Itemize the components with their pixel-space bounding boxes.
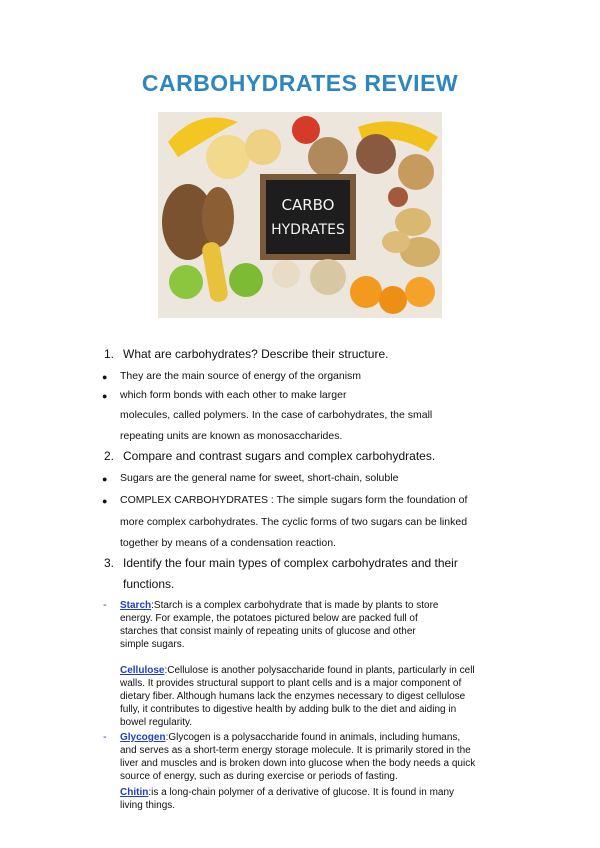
bullet-marker: ●: [102, 372, 108, 382]
q2-bullet-1: Sugars are the general name for sweet, short-chain, soluble: [120, 472, 399, 484]
question-3-text-cont: functions.: [123, 577, 175, 591]
dash-marker: -: [103, 599, 107, 611]
cellulose-line-1: [120, 665, 475, 678]
glycogen-text: :Glycogen is a polysaccharide found in animals, including humans,: [165, 732, 461, 743]
q2-continuation-2: together by means of a condensation reaction.: [120, 537, 336, 549]
cellulose-term: Cellulose: [120, 665, 165, 676]
dash-marker: -: [103, 731, 107, 743]
starch-line-4: simple sugars.: [120, 639, 185, 650]
cellulose-line-4: fully, it contributes to digestive health by adding bulk to the diet and aiding in: [120, 704, 457, 715]
bullet-marker: ●: [102, 496, 108, 506]
board-text-carbo: CARBO: [281, 196, 335, 214]
q1-bullet-1: They are the main source of energy of the organism: [120, 370, 362, 382]
cellulose-text: :Cellulose is another polysaccharide found in plants, particularly in cell: [164, 665, 475, 676]
q2-bullet-2: COMPLEX CARBOHYDRATES : The simple sugars form the foundation of: [120, 494, 468, 506]
board-text-hydrates: HYDRATES: [271, 222, 345, 238]
glycogen-line-4: source of energy, such as during exercise or periods of fasting.: [120, 771, 398, 782]
q2-continuation-1: more complex carbohydrates. The cyclic forms of two sugars can be linked: [120, 516, 468, 528]
cellulose-line-3: dietary fiber. Although humans lack the enzymes necessary to digest cellulose: [120, 691, 466, 702]
glycogen-line-3: liver and muscles and is broken down into glucose when the body needs a quick: [120, 758, 476, 769]
page-title: CARBOHYDRATES REVIEW: [141, 70, 459, 96]
chitin-line-1: [120, 787, 454, 800]
bullet-marker: ●: [102, 391, 108, 401]
question-3-text: Identify the four main types of complex carbohydrates and their: [123, 556, 458, 570]
starch-line-3: starches that consist mainly of repeating units of glucose and other: [120, 626, 416, 637]
starch-term: Starch: [120, 600, 152, 611]
starch-line-2: energy. For example, the potatoes pictured below are packed full of: [120, 613, 418, 624]
food-illustration: [158, 112, 442, 318]
cellulose-line-2: walls. It provides structural support to plant cells and is a major component of: [120, 678, 462, 689]
question-2-text: Compare and contrast sugars and complex carbohydrates.: [123, 449, 436, 463]
question-1-number: 1.: [104, 347, 115, 361]
q1-continuation-2: repeating units are known as monosaccharides.: [120, 430, 343, 442]
chitin-term: Chitin: [120, 787, 149, 798]
glycogen-line-1: [120, 732, 460, 745]
glycogen-line-2: and serves as a short-term energy storage molecule. It is primarily stored in the: [120, 745, 471, 756]
chitin-text: :is a long-chain polymer of a derivative of glucose. It is found in many: [148, 787, 455, 798]
cellulose-line-5: bowel regularity.: [120, 717, 193, 728]
chitin-line-2: living things.: [120, 800, 176, 811]
starch-line-1: [120, 600, 439, 613]
question-1-text: What are carbohydrates? Describe their structure.: [123, 347, 389, 361]
glycogen-term: Glycogen: [120, 732, 166, 743]
question-3-number: 3.: [104, 556, 115, 570]
bullet-marker: ●: [102, 474, 108, 484]
starch-text: :Starch is a complex carbohydrate that is made by plants to store: [151, 600, 439, 611]
q1-bullet-2: which form bonds with each other to make larger: [120, 389, 347, 401]
carbohydrates-photo: [158, 112, 442, 318]
q1-continuation-1: molecules, called polymers. In the case of carbohydrates, the small: [120, 409, 433, 421]
question-2-number: 2.: [104, 449, 115, 463]
